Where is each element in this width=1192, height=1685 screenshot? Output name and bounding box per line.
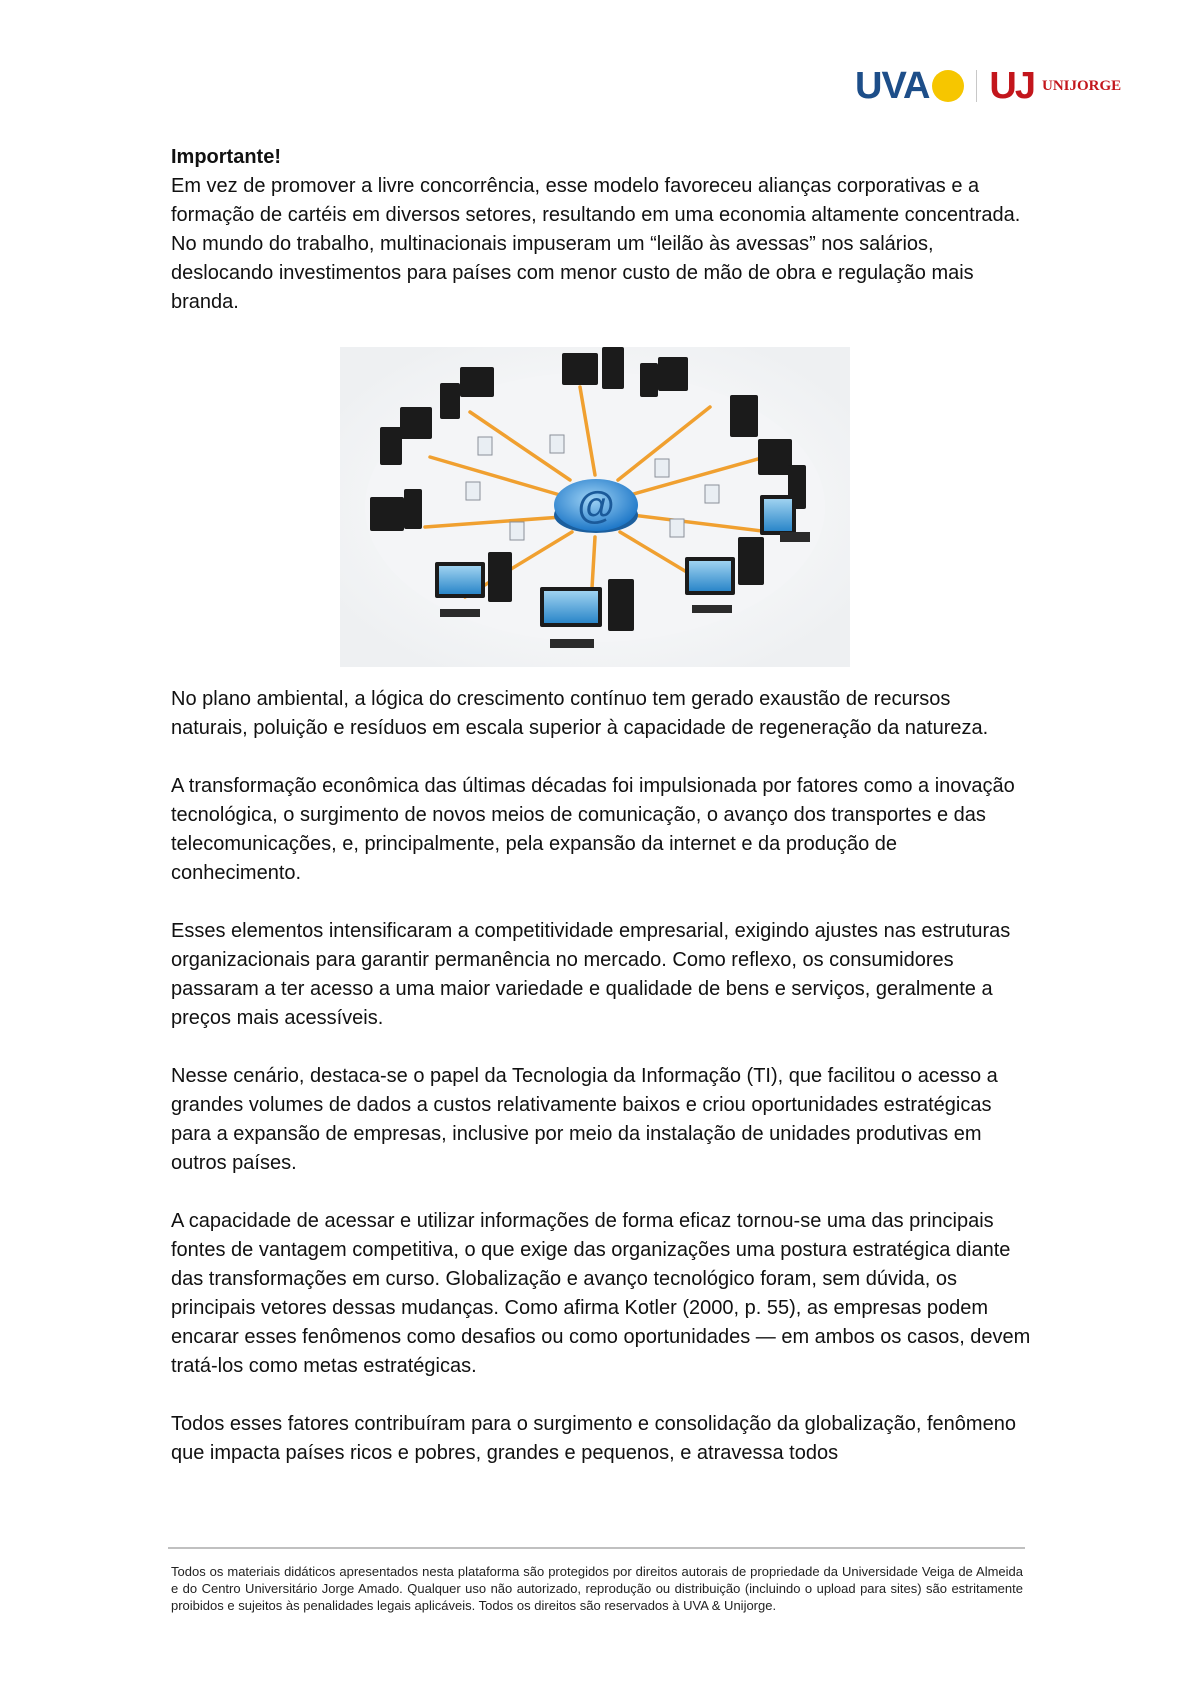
- at-sign-icon: @: [577, 485, 615, 527]
- paragraph-it-role: Nesse cenário, destaca-se o papel da Tecnologia da Informação (TI), que facilitou o acesso a grandes volumes de dados a custos relativamente baixos e criou oportunidades estratégicas para a expansão de empresas, inclusive por meio da instalação de unidades produtivas em outros países.: [171, 1065, 998, 1174]
- network-illustration: [340, 347, 850, 667]
- paragraph-transformation: A transformação econômica das últimas décadas foi impulsionada por fatores como a inovação tecnológica, o surgimento de novos meios de comunicação, o avanço dos transportes e das telecomunicações, e, principalmente, pela expansão da internet e da produção de conhecimento.: [171, 775, 1015, 884]
- copyright-footer: Todos os materiais didáticos apresentados nesta plataforma são protegidos por direitos autorais de propriedade da Universidade Veiga de Almeida e do Centro Universitário Jorge Amado. Qualquer uso não autorizado, reprodução ou distribuição (incluindo o upload para sites) são estritamente proibidos e sujeitos às penalidades legais aplicáveis. Todos os direitos são reservados à UVA & Unijorge.: [171, 1564, 1023, 1613]
- paragraph-competitiveness: Esses elementos intensificaram a competitividade empresarial, exigindo ajustes nas estruturas organizacionais para garantir permanência no mercado. Como reflexo, os consumidores passaram a ter acesso a uma maior variedade e qualidade de bens e serviços, geralmente a preços mais acessíveis.: [171, 920, 1011, 1029]
- important-heading: Importante!: [171, 146, 281, 168]
- logo-uva-unijorge: [855, 64, 1125, 108]
- paragraph-environment: No plano ambiental, a lógica do crescimento contínuo tem gerado exaustão de recursos naturais, poluição e resíduos em escala superior à capacidade de regeneração da natureza.: [171, 688, 989, 739]
- logo-uj-text: UJ: [989, 65, 1034, 107]
- logo-divider: [976, 70, 977, 102]
- intro-paragraph: Em vez de promover a livre concorrência, esse modelo favoreceu alianças corporativas e a formação de cartéis em diversos setores, resultando em uma economia altamente concentrada. No mundo do trabalho, multinacionais impuseram um “leilão às avessas” nos salários, deslocando investimentos para países com menor custo de mão de obra e regulação mais branda.: [171, 175, 1021, 313]
- logo-sun-icon: [932, 70, 964, 102]
- paragraph-competitive-advantage: A capacidade de acessar e utilizar informações de forma eficaz tornou-se uma das principais fontes de vantagem competitiva, o que exige das organizações uma postura estratégica diante das transformações em curso. Globalização e avanço tecnológico foram, sem dúvida, os principais vetores dessas mudanças. Como afirma Kotler (2000, p. 55), as empresas podem encarar esses fenômenos como desafios ou como oportunidades — em ambos os casos, devem tratá-los como metas estratégicas.: [171, 1210, 1031, 1377]
- paragraph-globalization: Todos esses fatores contribuíram para o surgimento e consolidação da globalização, fenômeno que impacta países ricos e pobres, grandes e pequenos, e atravessa todos: [171, 1413, 1016, 1464]
- footer-divider: [168, 1547, 1025, 1549]
- logo-uva-text: UVA: [855, 65, 930, 107]
- network-computers-image: [340, 347, 850, 667]
- logo-unijorge-text: UNIJORGE: [1042, 77, 1122, 94]
